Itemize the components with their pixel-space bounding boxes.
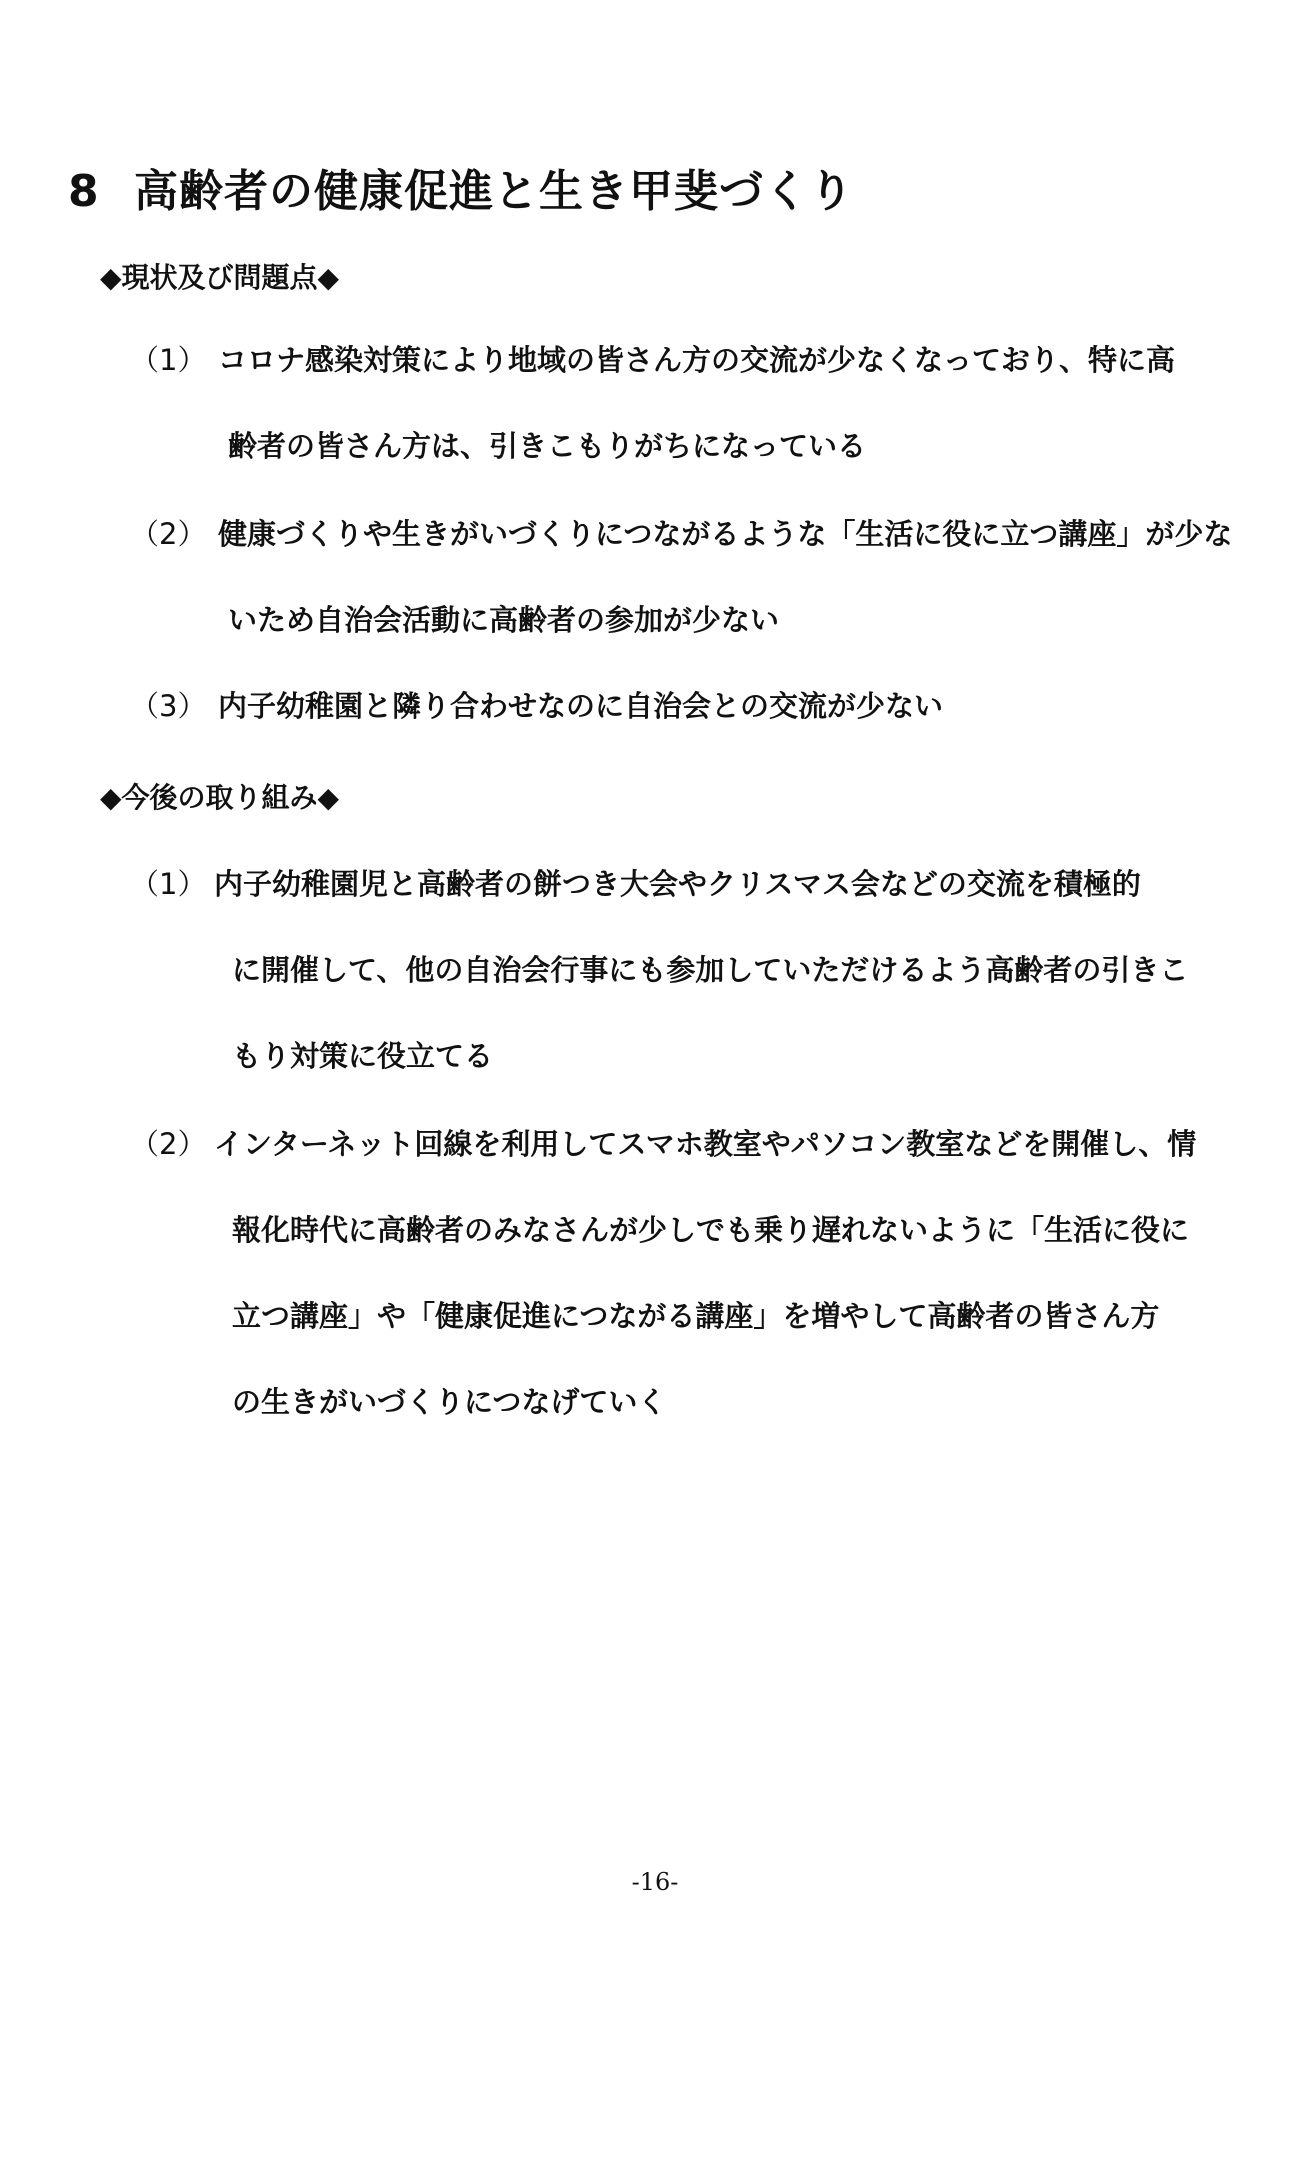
future-item-1-line-3: もり対策に役立てる [232, 1039, 494, 1073]
current-item-1-line-2: 齢者の皆さん方は、引きこもりがちになっている [228, 429, 867, 463]
current-item-1-line-1: コロナ感染対策により地域の皆さん方の交流が少なくなっており、特に高 [218, 343, 1176, 377]
current-item-2-line-1: 健康づくりや生きがいづくりにつながるような「生活に役に立つ講座」が少な [218, 517, 1233, 551]
section-title [68, 155, 854, 219]
section-title-text: 高齢者の健康促進と生き甲斐づくり [134, 166, 854, 217]
current-item-2-line-2: いため自治会活動に高齢者の参加が少ない [228, 603, 780, 637]
current-item-2-marker: （2） [130, 517, 207, 551]
future-item-1-line-2: に開催して、他の自治会行事にも参加していただけるよう高齢者の引きこ [232, 953, 1189, 987]
future-item-2-line-4: の生きがいづくりにつなげていく [232, 1385, 667, 1419]
current-situation-heading: ◆現状及び問題点◆ [100, 261, 340, 294]
future-item-2-line-2: 報化時代に高齢者のみなさんが少しでも乗り遅れないように「生活に役に [232, 1213, 1190, 1247]
future-item-2-line-3: 立つ講座」や「健康促進につながる講座」を増やして高齢者の皆さん方 [232, 1299, 1160, 1333]
page-number: -16- [631, 1868, 679, 1896]
current-item-3-line-1: 内子幼稚園と隣り合わせなのに自治会との交流が少ない [218, 689, 944, 723]
section-number: 8 [68, 166, 100, 217]
future-item-1-marker: （1） [130, 867, 207, 901]
current-item-3-marker: （3） [130, 689, 207, 723]
current-item-1-marker: （1） [130, 343, 207, 377]
future-item-2-line-1: インターネット回線を利用してスマホ教室やパソコン教室などを開催し、情 [214, 1127, 1197, 1161]
future-initiatives-heading: ◆今後の取り組み◆ [100, 781, 340, 814]
future-item-1-line-1: 内子幼稚園児と高齢者の餅つき大会やクリスマス会などの交流を積極的 [214, 867, 1141, 901]
future-item-2-marker: （2） [130, 1127, 207, 1161]
